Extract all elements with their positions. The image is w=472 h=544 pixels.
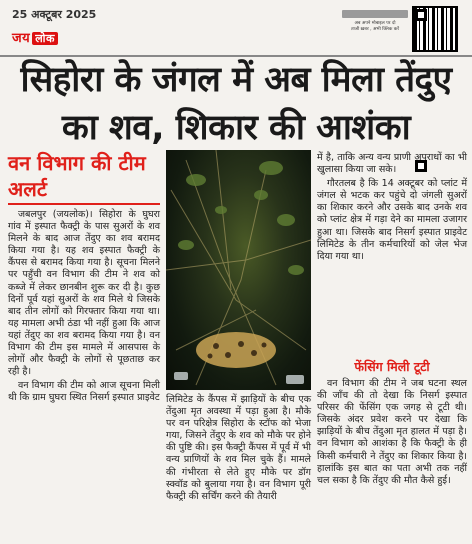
paragraph: में है, ताकि अन्य वन्य प्राणी अपराधों का भी खुलासा किया जा सके। bbox=[317, 152, 467, 176]
promo-line-1: अब अपने मोबाइल पर दो bbox=[354, 21, 396, 26]
paragraph: वन विभाग की टीम ने जब घटना स्थल की जाँच की तो देखा कि निसर्ग इस्पात परिसर की फेंसिंग एक जगह से टूटी थी। जिसके अंदर प्रवेश करने पर देखा कि झाड़ियों के बीच तेंदुआ मृत हालत में पड़ा है। वन विभाग को आशंका है कि फैक्ट्री के ही किसी कर्मचारी ने तेंदुए का शिकार किया है। हालांकि इस बात का पता अभी तक नहीं चल सका है कि तेंदुए की मौत कैसे हुई। bbox=[317, 378, 467, 486]
qr-code-icon[interactable] bbox=[412, 6, 458, 52]
side-heading: फेंसिंग मिली टूटी bbox=[354, 359, 430, 374]
leopard-carcass-photo bbox=[166, 150, 311, 390]
headline-line-2: का शव, शिकार की आशंका bbox=[61, 108, 411, 148]
article-column-3-continued bbox=[317, 378, 467, 489]
promo-line-2: ताजी ख़बर , अभी क्लिक करें bbox=[350, 27, 400, 32]
paragraph: जबलपुर (जयलोक)। सिहोरा के घुघरा गांव में इस्पात फैक्ट्री के पास सुअरों के शव मिलने के बाद आज तेंदुए का शव बरामद किया गया है। यह शव इस्पात फैक्ट्री के कैंपस से बरामद किया गया है। सूचना मिलने पर पहुँची वन विभाग की टीम ने शव को कब्जे में लेकर छानबीन शुरू कर दी है। कुछ दिनों पूर्व यहां सुअरों के शव मिले थे जिसके बाद तीन लोगों को गिरफ्तार किया गया था। यह मामला अभी ठंडा भी नहीं हुआ कि आज यहां तेंदुए का शव बरामद किया गया है। वन विभाग की टीम इस मामले में आसपास के लोगों और फैक्ट्री के लोगों से पूछताछ कर रही है। bbox=[8, 209, 160, 378]
subhead: वन विभाग की टीम अलर्ट bbox=[8, 151, 146, 201]
article-column-3 bbox=[317, 152, 467, 265]
promo-phone-graphic bbox=[342, 10, 408, 18]
paragraph: वन विभाग की टीम को आज सूचना मिली थी कि ग्राम घुघरा स्थित निसर्ग इस्पात प्राइवेट bbox=[8, 380, 160, 404]
headline-line-1: सिहोरा के जंगल में अब मिला तेंदुए bbox=[20, 60, 452, 100]
subhead-underline bbox=[8, 203, 160, 205]
mobile-promo bbox=[342, 10, 408, 44]
paragraph: गौरतलब है कि 14 अक्टूबर को प्लांट में जंगल से भटक कर पहुंचे दो जंगली सुअरों का शिकार करने और उसके बाद उनके शव को प्लांट क्षेत्र में गड़ा देने का मामला उजागर हुआ था। जिसके बाद निसर्ग इस्पात प्राइवेट लिमिटेड के तीन कर्मचारियों को जेल भेज दिया गया था। bbox=[317, 178, 467, 262]
news-photo bbox=[166, 150, 311, 390]
brand-logo: जय लोक bbox=[12, 28, 58, 46]
article-column-1 bbox=[8, 209, 160, 407]
article-column-2 bbox=[166, 394, 311, 505]
brand-tag: लोक bbox=[32, 32, 58, 45]
headline bbox=[0, 56, 472, 152]
issue-date: 25 अक्टूबर 2025 bbox=[12, 8, 97, 21]
paragraph: लिमिटेड के कैंपस में झाड़ियों के बीच एक तेंदुआ मृत अवस्था में पड़ा हुआ है। मौके पर वन परिक्षेत्र सिहोरा के स्टॉफ को भेजा गया, जिसने तेंदुए के शव को मौके पर होने की पुष्टि की। इस फैक्ट्री कैंपस में पूर्व में भी वन्य प्राणियों के शव मिल चुके हैं। मामले की गंभीरता से लेते हुए मौके पर डॉग स्क्वॉड को बुलाया गया है। वन विभाग पूरी फैक्ट्री की सर्चिंग करने की तैयारी bbox=[166, 394, 311, 502]
